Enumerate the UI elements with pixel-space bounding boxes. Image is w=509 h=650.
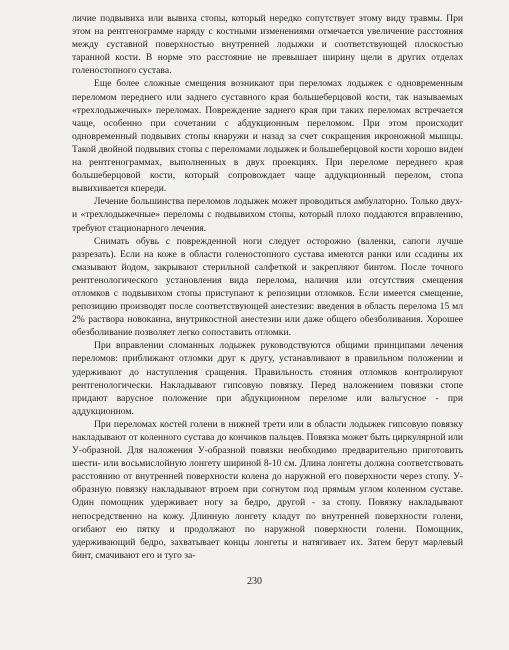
- paragraph-4: Снимать обувь с поврежденной ноги следует осторожно (валенки, сапоги лучше разрезать). Если на коже в области голеностопного сустава имеются ранки или ссадины их смазывают йодом, закрывают стерильной салфеткой и закрепляют бинтом. После точного рентгенологического установления вида перелома, наличия или отсутствия смещения отломков с подвывихом стопы приступают к репозиции отломков. Если имеется смещение, репозицию производят после соответствующей анестезии: введения в область перелома 15 мл 2% раствора новокаина, внутрикостной анестезии или даже общего обезболивания. Хорошее обезболивание позволяет легко сопоставить отломки.: [72, 235, 463, 339]
- paragraph-3: Лечение большинства переломов лодыжек может проводиться амбулаторно. Только двух- и «трехлодыжечные» переломы с подвывихом стопы, который плохо поддаются вправлению, требуют стационарного лечения.: [72, 196, 463, 234]
- paragraph-1: личие подвывиха или вывиха стопы, который нередко сопутствует этому виду травмы. При этом на рентгенограмме наряду с костными изменениями отмечается увеличение расстояния между суставной поверхностью внутренней лодыжки и соответствующей плоскостью таранной кости. В норме это расстояние не превышает ширину щели в других отделах голеностопного сустава.: [72, 13, 463, 77]
- page-number: 230: [247, 576, 262, 587]
- paragraph-2: Еще более сложные смещения возникают при переломах лодыжек с одновременным переломом переднего или заднего суставного края большеберцовой кости, так называемых «трехлодыжечных» переломах. Повреждение заднего края при таких переломах встречается чаще, особенно при сочетании с абдукционным переломом. При этом происходит одновременный подвывих стопы кнаружи и назад за счет сокращения икроножной мышцы. Такой двойной подвывих стопы с переломами лодыжек и большеберцовой кости хорошо виден на рентгенограммах, выполненных в двух проекциях. При переломе переднего края большеберцовой кости, который сопровождает чаще аддукционный перелом, стопа вывихивается кпереди.: [72, 78, 463, 195]
- paragraph-5: При вправлении сломанных лодыжек руководствуются общими принципами лечения переломов: приближают отломки друг к другу, устанавливают в правильном положении и удерживают до наступления сращения. Правильность стояния отломков контролируют рентгенологически. Накладывают гипсовую повязку. Перед наложением повязки стопе придают варусное положение при абдукционном переломе или вальгусное - при аддукционном.: [72, 340, 463, 417]
- paragraph-6: При переломах костей голени в нижней трети или в области лодыжек гипсовую повязку накладывают от коленного сустава до кончиков пальцев. Повязка может быть циркулярной или У-образной. Для наложения У-образной повязки необходимо предварительно приготовить шести- или восьмислойную лонгету шириной 8-10 см. Длина лонгеты должна соответствовать расстоянию от внутренней поверхности колена до наружной его поверхности через стопу. У-образную повязку накладывают втроем при согнутом под прямым углом коленном суставе. Один помощник удерживает ногу за бедро, другой - за стопу. Повязку накладывают непосредственно на кожу. Длинную лонгету кладут по внутренней поверхности голени, огибают ею пятку и продолжают по наружной поверхности голени. Помощник, удерживающий бедро, захватывает концы лонгеты и натягивает их. Затем берут марлевый бинт, смачивают его и туго за-: [72, 418, 463, 561]
